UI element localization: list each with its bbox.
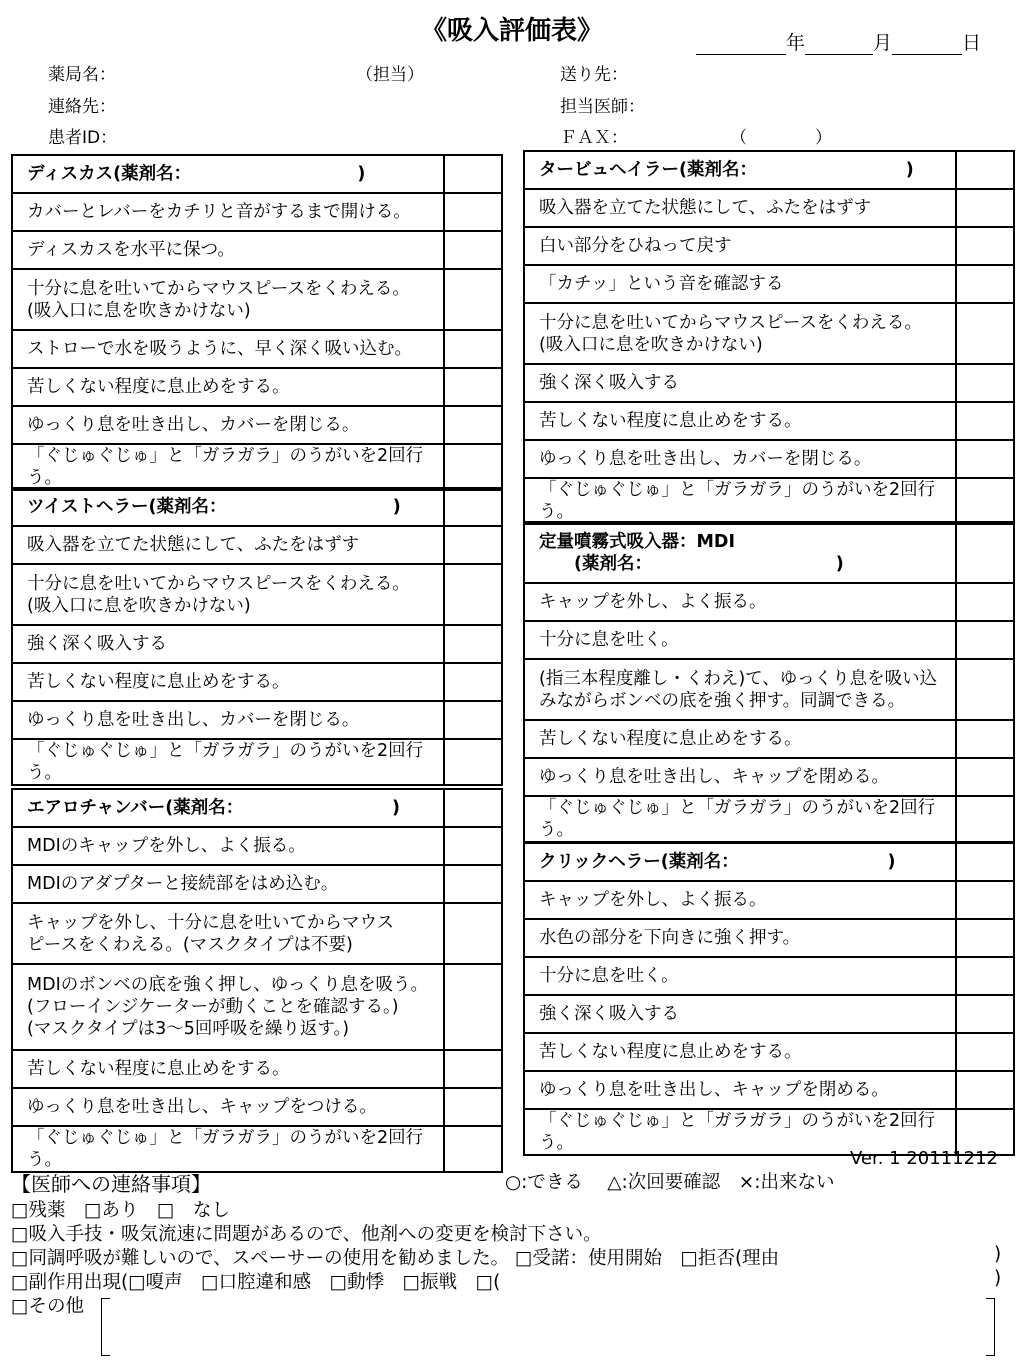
check-cell[interactable] [444,1050,502,1088]
check-cell[interactable] [444,701,502,739]
other-checkbox-line[interactable]: □その他 [11,1296,84,1317]
check-cell[interactable] [956,995,1014,1033]
check-cell[interactable] [956,957,1014,995]
check-cell[interactable] [956,151,1014,189]
step-text: ゆっくり息を吐き出し、キャップをつける。 [12,1088,444,1126]
step-text: 苦しくない程度に息止めをする。 [524,402,956,440]
step-text: ゆっくり息を吐き出し、キャップを閉める。 [524,758,956,796]
check-cell[interactable] [956,402,1014,440]
step-text: 「ぐじゅぐじゅ」と「ガラガラ」のうがいを2回行う。 [12,1126,444,1172]
turbuhaler-table [523,150,1015,525]
check-cell[interactable] [956,720,1014,758]
check-cell[interactable] [444,155,502,193]
check-cell[interactable] [444,663,502,701]
check-cell[interactable] [444,406,502,444]
side-effect-checkbox-line[interactable]: □副作用出現(□嗄声 □口腔違和感 □動悸 □振戦 □( [11,1272,501,1293]
clickhaler-table [523,842,1015,1156]
step-text: 十分に息を吐いてからマウスピースをくわえる。 (吸入口に息を吹きかけない) [524,303,956,364]
diskus-header: ディスカス(薬剤名： ) [12,155,444,193]
check-cell[interactable] [956,478,1014,524]
step-text: キャップを外し、よく振る。 [524,583,956,621]
check-cell[interactable] [444,488,502,526]
check-cell[interactable] [956,659,1014,720]
check-cell[interactable] [956,621,1014,659]
step-text: 苦しくない程度に息止めをする。 [524,720,956,758]
step-text: MDIのキャップを外し、よく振る。 [12,827,444,865]
check-cell[interactable] [444,903,502,964]
aerochamber-header: エアロチャンバー(薬剤名： ) [12,789,444,827]
clickhaler-header: クリックヘラー(薬剤名： ) [524,843,956,881]
diskus-table [11,154,503,491]
step-text: 強く深く吸入する [524,364,956,402]
step-text: 強く深く吸入する [12,625,444,663]
check-cell[interactable] [956,1071,1014,1109]
step-text: ゆっくり息を吐き出し、カバーを閉じる。 [12,701,444,739]
step-text: 十分に息を吐く。 [524,621,956,659]
day-blank[interactable] [892,34,962,55]
check-cell[interactable] [956,227,1014,265]
year-label: 年 [786,32,806,54]
step-text: 白い部分をひねって戻す [524,227,956,265]
check-cell[interactable] [444,368,502,406]
check-cell[interactable] [444,526,502,564]
month-label: 月 [873,32,893,54]
footer-heading: 【医師への連絡事項】 [11,1172,211,1196]
mdi-header: 定量噴霧式吸入器：MDI (薬剤名： ) [524,522,956,583]
check-cell[interactable] [956,919,1014,957]
check-cell[interactable] [444,444,502,490]
change-drug-checkbox-line[interactable]: □吸入手技・吸気流速に問題があるので、他剤への変更を検討下さい。 [11,1224,602,1245]
other-bracket-left [101,1298,110,1356]
version-label: Ver. 1 20111212 [850,1148,998,1169]
staff-label: （担当） [356,65,424,85]
step-text: 十分に息を吐いてからマウスピースをくわえる。 (吸入口に息を吹きかけない) [12,564,444,625]
step-text: 苦しくない程度に息止めをする。 [12,368,444,406]
step-text: ディスカスを水平に保つ。 [12,231,444,269]
twisthaler-table [11,487,503,786]
check-cell[interactable] [956,364,1014,402]
check-cell[interactable] [444,1088,502,1126]
check-cell[interactable] [956,881,1014,919]
pharmacy-label: 薬局名： [48,65,116,85]
step-text: 十分に息を吐く。 [524,957,956,995]
fax-paren: （ ） [730,128,832,148]
year-blank[interactable] [696,34,786,55]
check-cell[interactable] [956,796,1014,842]
reason-close-paren: ) [994,1244,1002,1265]
other-bracket-right [986,1298,995,1356]
step-text: ゆっくり息を吐き出し、カバーを閉じる。 [524,440,956,478]
check-cell[interactable] [444,827,502,865]
doctor-label: 担当医師： [560,97,645,117]
check-cell[interactable] [956,583,1014,621]
aerochamber-table [11,788,503,1173]
step-text: MDIのアダプターと接続部をはめ込む。 [12,865,444,903]
step-text: 十分に息を吐いてからマウスピースをくわえる。 (吸入口に息を吹きかけない) [12,269,444,330]
check-cell[interactable] [444,789,502,827]
check-cell[interactable] [444,964,502,1050]
check-cell[interactable] [444,330,502,368]
check-cell[interactable] [956,265,1014,303]
mdi-table [523,521,1015,843]
fax-label: ＦＡＸ： [560,128,628,148]
check-cell[interactable] [444,231,502,269]
check-cell[interactable] [956,440,1014,478]
check-cell[interactable] [956,843,1014,881]
step-text: 「ぐじゅぐじゅ」と「ガラガラ」のうがいを2回行う。 [524,796,956,842]
check-cell[interactable] [444,739,502,785]
leftover-checkbox-line[interactable]: □残薬 □あり □ なし [11,1200,230,1221]
step-text: ゆっくり息を吐き出し、キャップを閉める。 [524,1071,956,1109]
step-text: (指三本程度離し・くわえ)て、ゆっくり息を吸い込 みながらボンベの底を強く押す。同調できる。 [524,659,956,720]
step-text: 苦しくない程度に息止めをする。 [12,663,444,701]
side-effect-close-paren: ) [994,1268,1002,1289]
step-text: 吸入器を立てた状態にして、ふたをはずす [524,189,956,227]
check-cell[interactable] [444,193,502,231]
step-text: キャップを外し、よく振る。 [524,881,956,919]
check-cell[interactable] [444,625,502,663]
spacer-checkbox-line[interactable]: □同調呼吸が難しいので、スペーサーの使用を勧めました。 □受諾：使用開始 □拒否(理由 [11,1248,780,1269]
step-text: 吸入器を立てた状態にして、ふたをはずす [12,526,444,564]
twisthaler-header: ツイストヘラー(薬剤名： ) [12,488,444,526]
step-text: 水色の部分を下向きに強く押す。 [524,919,956,957]
date-field[interactable] [696,28,981,55]
legend: ○:できる △:次回要確認 ×:出来ない [505,1172,835,1193]
check-cell[interactable] [444,269,502,330]
step-text: 強く深く吸入する [524,995,956,1033]
step-text: MDIのボンベの底を強く押し、ゆっくり息を吸う。 (フローインジケーターが動くことを確認する。) (マスクタイプは3～5回呼吸を繰り返す。) [12,964,444,1050]
step-text: ゆっくり息を吐き出し、カバーを閉じる。 [12,406,444,444]
check-cell[interactable] [956,758,1014,796]
step-text: カバーとレバーをカチリと音がするまで開ける。 [12,193,444,231]
check-cell[interactable] [444,1126,502,1172]
step-text: 「ぐじゅぐじゅ」と「ガラガラ」のうがいを2回行う。 [524,478,956,524]
check-cell[interactable] [956,303,1014,364]
step-text: ストローで水を吸うように、早く深く吸い込む。 [12,330,444,368]
page-title: 《吸入評価表》 [420,16,603,46]
step-text: 苦しくない程度に息止めをする。 [524,1033,956,1071]
patient-id-label: 患者ID： [48,128,118,148]
step-text: 「ぐじゅぐじゅ」と「ガラガラ」のうがいを2回行う。 [12,739,444,785]
contact-label: 連絡先： [48,97,116,117]
step-text: 苦しくない程度に息止めをする。 [12,1050,444,1088]
step-text: キャップを外し、十分に息を吐いてからマウス ピースをくわえる。(マスクタイプは不要) [12,903,444,964]
step-text: 「カチッ」という音を確認する [524,265,956,303]
step-text: 「ぐじゅぐじゅ」と「ガラガラ」のうがいを2回行う。 [12,444,444,490]
send-to-label: 送り先： [560,65,628,85]
check-cell[interactable] [956,189,1014,227]
month-blank[interactable] [805,34,873,55]
turbuhaler-header: タービュヘイラー(薬剤名： ) [524,151,956,189]
check-cell[interactable] [444,865,502,903]
check-cell[interactable] [444,564,502,625]
step-text: 「ぐじゅぐじゅ」と「ガラガラ」のうがいを2回行う。 [524,1109,956,1155]
day-label: 日 [962,32,982,54]
check-cell[interactable] [956,522,1014,583]
check-cell[interactable] [956,1033,1014,1071]
